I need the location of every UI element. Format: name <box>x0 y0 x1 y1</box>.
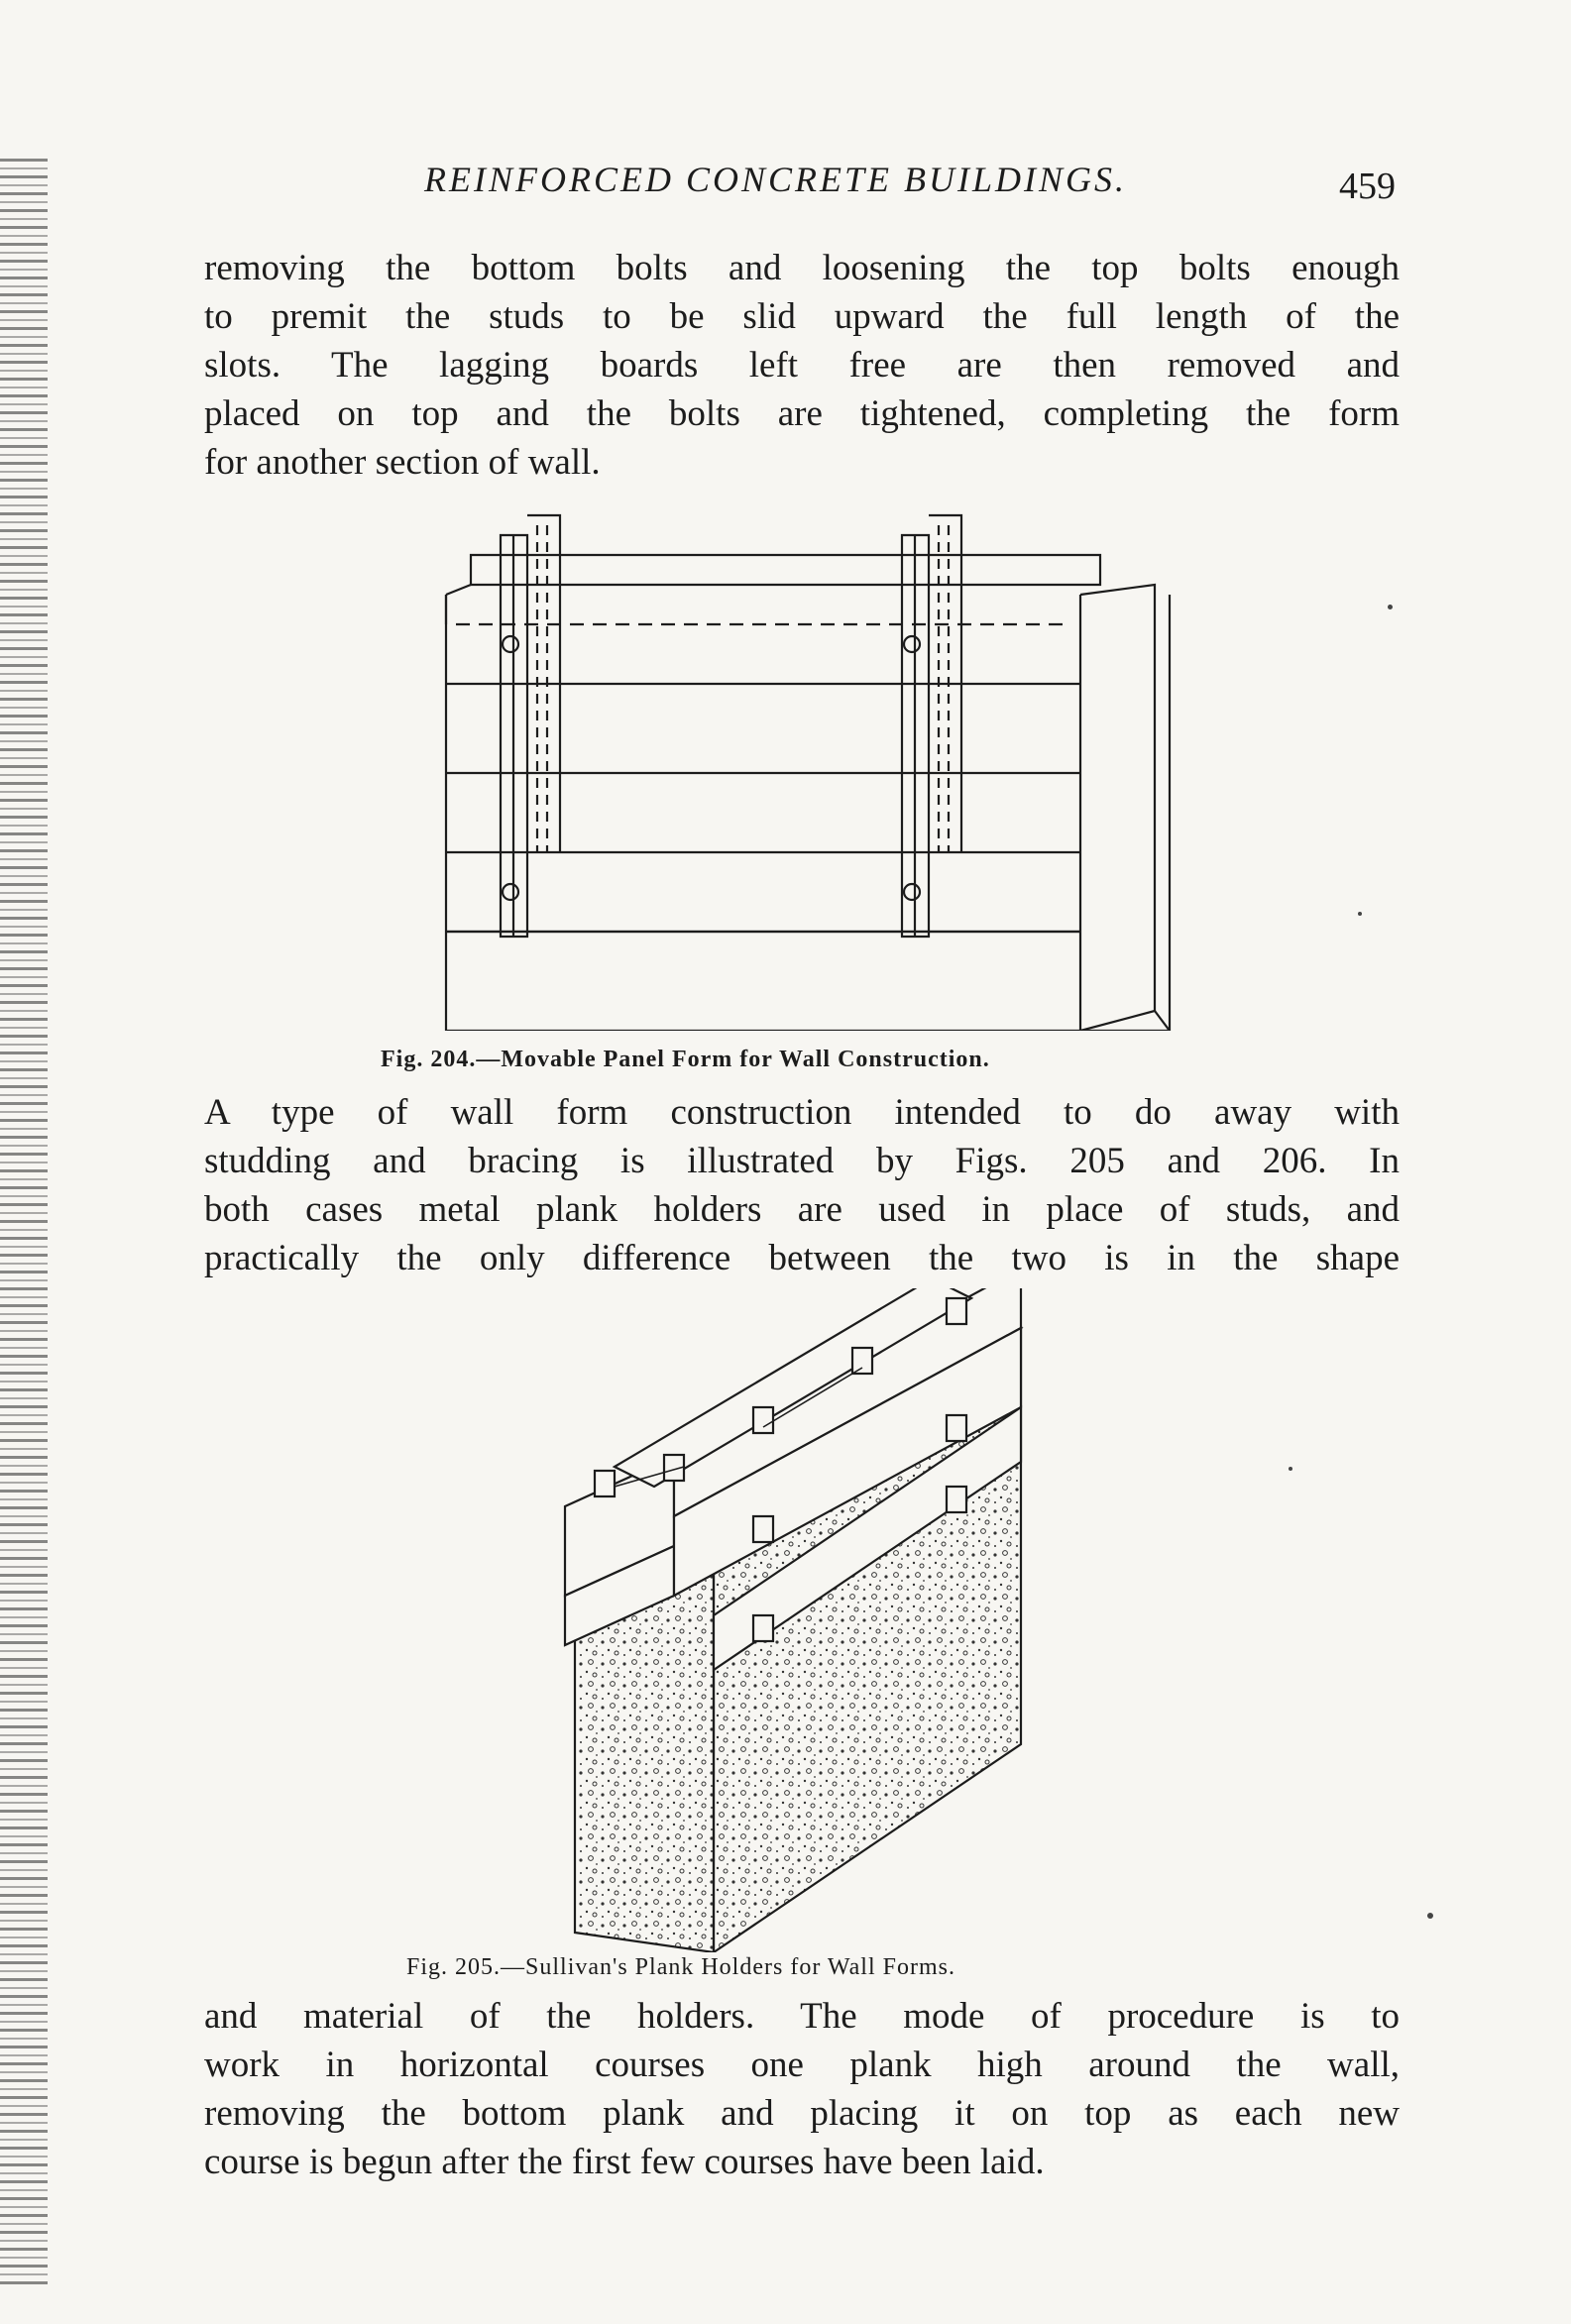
scan-speck <box>1358 912 1362 916</box>
text-line: studding and bracing is illustrated by Figs. 205 and 206. In <box>204 1141 1400 1181</box>
text-line: work in horizontal courses one plank high around the wall, <box>204 2045 1400 2085</box>
text-line: course is begun after the first few courses have been laid. <box>204 2142 1045 2182</box>
text-line: practically the only difference between the two is in the shape <box>204 1238 1400 1278</box>
scanned-page-edge <box>0 159 48 2289</box>
text-line: removing the bottom bolts and loosening the top bolts enough <box>204 248 1400 288</box>
text-line: slots. The lagging boards left free are then removed and <box>204 345 1400 386</box>
paragraph-3 <box>204 1992 1400 2186</box>
text-line: removing the bottom plank and placing it on top as each new <box>204 2093 1400 2134</box>
figure-204-panel-form <box>416 496 1189 1031</box>
paragraph-1 <box>204 244 1400 487</box>
paragraph-2 <box>204 1088 1400 1282</box>
scan-speck <box>1289 1467 1292 1471</box>
text-line: both cases metal plank holders are used in place of studs, and <box>204 1189 1400 1230</box>
page-header <box>424 159 1396 218</box>
figure-205-caption: Fig. 205.—Sullivan's Plank Holders for Wall Forms. <box>406 1954 955 1980</box>
text-line: and material of the holders. The mode of procedure is to <box>204 1996 1400 2037</box>
figure-205-plank-holders <box>555 1288 1061 1952</box>
running-head: REINFORCED CONCRETE BUILDINGS. <box>424 160 1127 199</box>
scan-speck <box>1388 605 1393 609</box>
scan-speck <box>1427 1913 1433 1919</box>
figure-204-caption: Fig. 204.—Movable Panel Form for Wall Construction. <box>381 1047 990 1072</box>
text-line: to premit the studs to be slid upward the full length of the <box>204 296 1400 337</box>
text-line: placed on top and the bolts are tightened, completing the form <box>204 393 1400 434</box>
page-number: 459 <box>1339 166 1396 207</box>
text-line: A type of wall form construction intended to do away with <box>204 1092 1400 1133</box>
text-line: for another section of wall. <box>204 442 601 483</box>
